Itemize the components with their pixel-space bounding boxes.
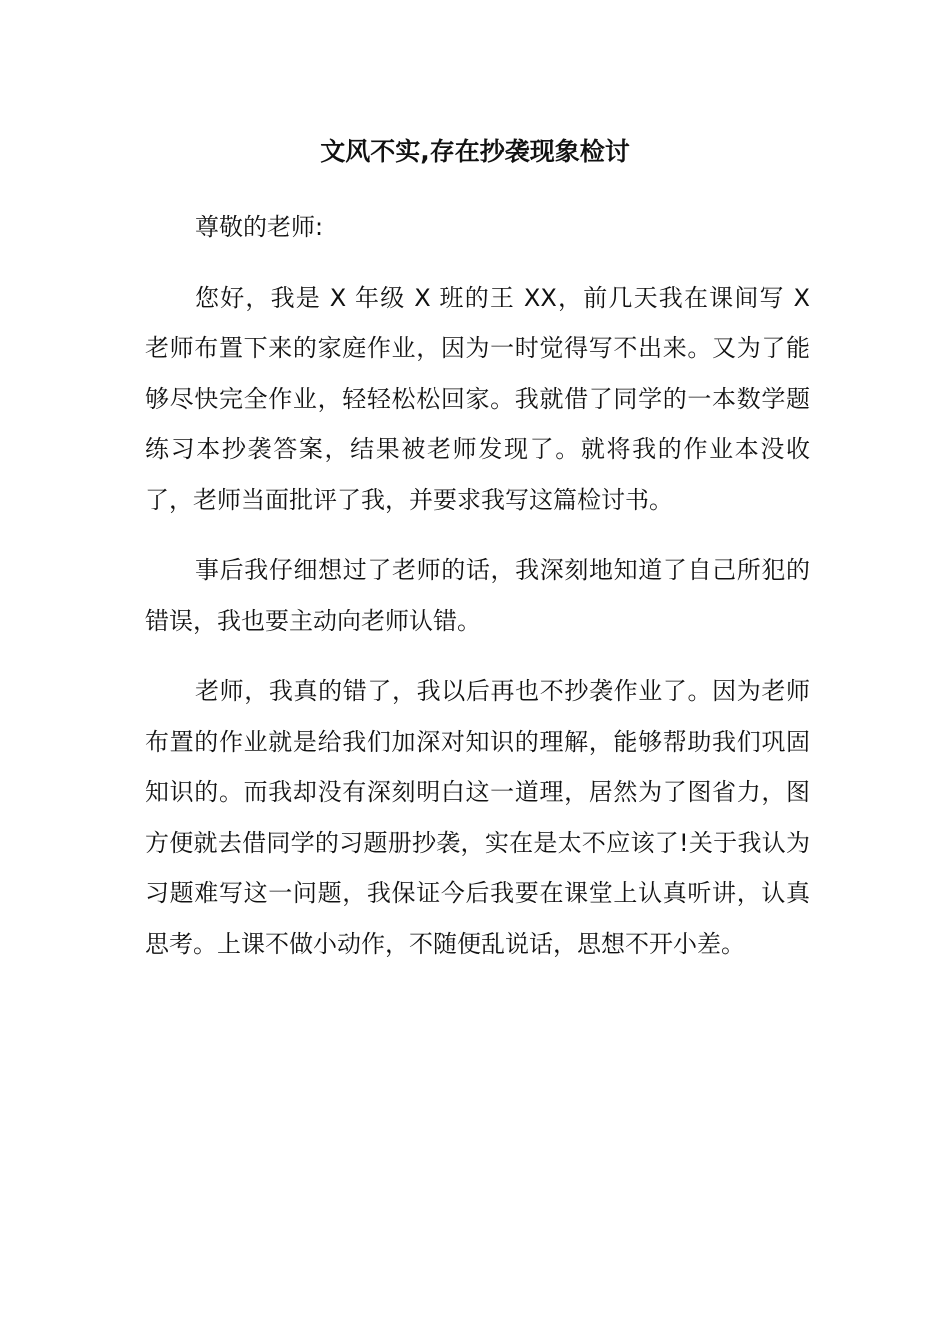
paragraph-3: 老师，我真的错了，我以后再也不抄袭作业了。因为老师布置的作业就是给我们加深对知识的理解，能够帮助我们巩固知识的。而我却没有深刻明白这一道理，居然为了图省力，图方便就去借同学的习题册抄袭，实在是太不应该了!关于我认为习题难写这一问题，我保证今后我要在课堂上认真听讲，认真思考。上课不做小动作，不随便乱说话，思想不开小差。 (145, 677, 810, 958)
document-title: 文风不实,存在抄袭现象检讨 (320, 137, 630, 166)
paragraph-1: 您好，我是 X 年级 X 班的王 XX，前几天我在课间写 X 老师布置下来的家庭作业，因为一时觉得写不出来。又为了能够尽快完全作业，轻轻松松回家。我就借了同学的一本数学题练习本抄袭答案，结果被老师发现了。就将我的作业本没收了，老师当面批评了我，并要求我写这篇检讨书。 (145, 283, 810, 514)
salutation: 尊敬的老师: (195, 213, 324, 241)
paragraph-2: 事后我仔细想过了老师的话，我深刻地知道了自己所犯的错误，我也要主动向老师认错。 (145, 556, 810, 635)
document-body (145, 202, 810, 989)
